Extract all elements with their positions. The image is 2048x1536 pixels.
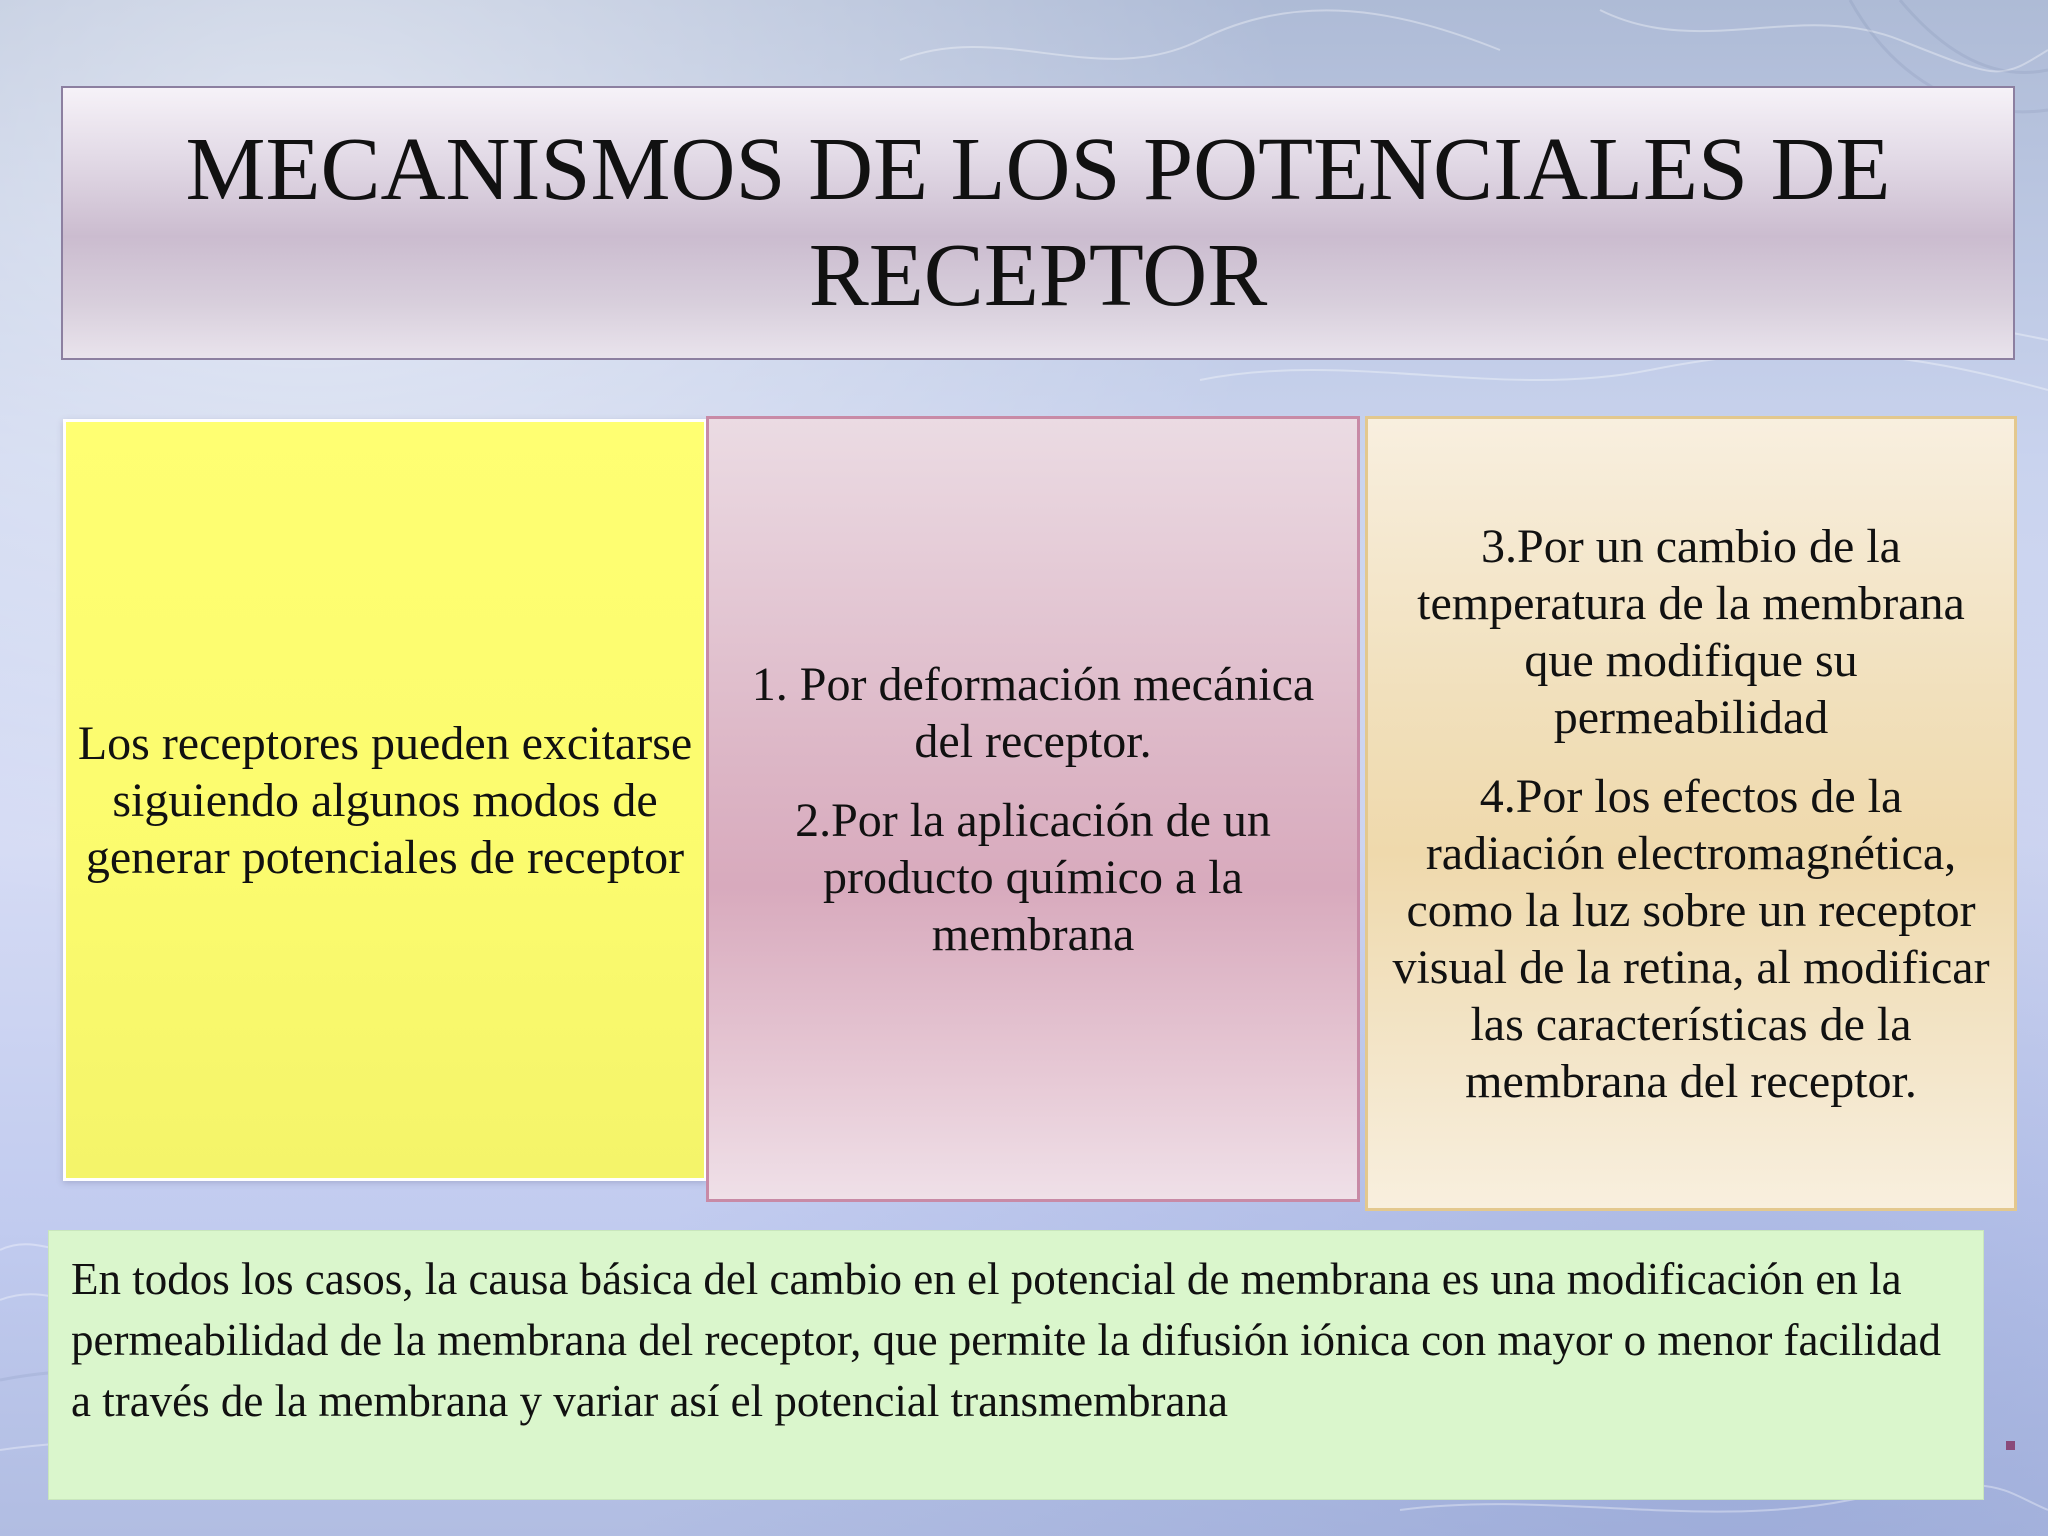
mechanism-item-2: 2.Por la aplicación de un producto químico a la membrana	[795, 793, 1271, 961]
mechanisms-card-1-2	[706, 416, 1360, 1202]
mechanism-item-1: 1. Por deformación mecánica del receptor.	[751, 657, 1315, 768]
intro-card	[63, 419, 707, 1181]
mechanism-item-4: 4.Por los efectos de la radiación electromagnética, como la luz sobre un receptor visual de la retina, al modificar las características de la membrana del receptor.	[1392, 769, 1990, 1108]
summary-text: En todos los casos, la causa básica del cambio en el potencial de membrana es una modificación en la permeabilidad de la membrana del receptor, que permite la difusión iónica con mayor o menor facilidad a través de la membrana y variar así el potencial transmembrana	[71, 1254, 1941, 1426]
mechanism-item-3: 3.Por un cambio de la temperatura de la membrana que modifique su permeabilidad	[1417, 519, 1965, 744]
summary-box	[48, 1230, 1984, 1500]
title-box	[61, 86, 2015, 360]
intro-text: Los receptores pueden excitarse siguiendo algunos modos de generar potenciales de receptor	[77, 716, 693, 884]
mechanisms-card-3-4	[1365, 416, 2017, 1211]
slide-title: MECANISMOS DE LOS POTENCIALES DE RECEPTOR	[185, 120, 1891, 325]
bullet-marker	[2006, 1441, 2015, 1450]
